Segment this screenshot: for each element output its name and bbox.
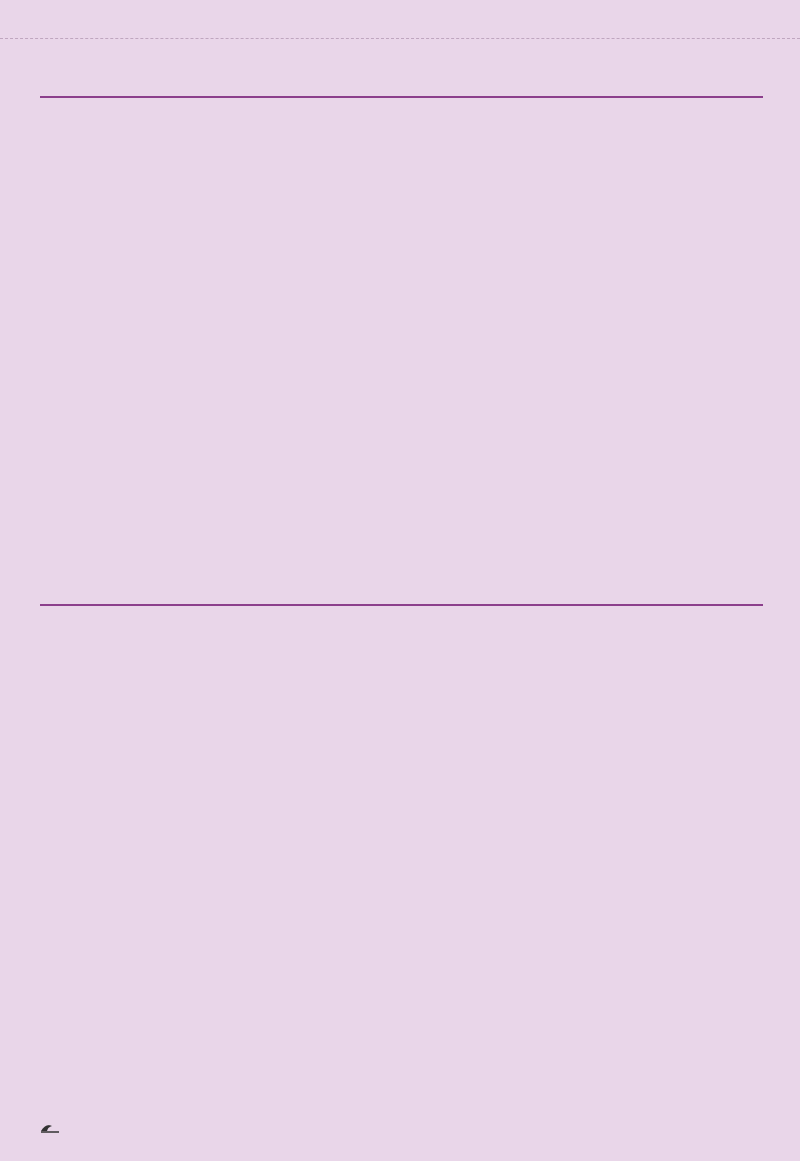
footer-branding (40, 1122, 70, 1134)
church-logo-icon (40, 1122, 60, 1134)
calendar-second-half (40, 604, 763, 606)
top-dashed-divider (0, 38, 800, 39)
calendar-first-half (40, 96, 763, 98)
